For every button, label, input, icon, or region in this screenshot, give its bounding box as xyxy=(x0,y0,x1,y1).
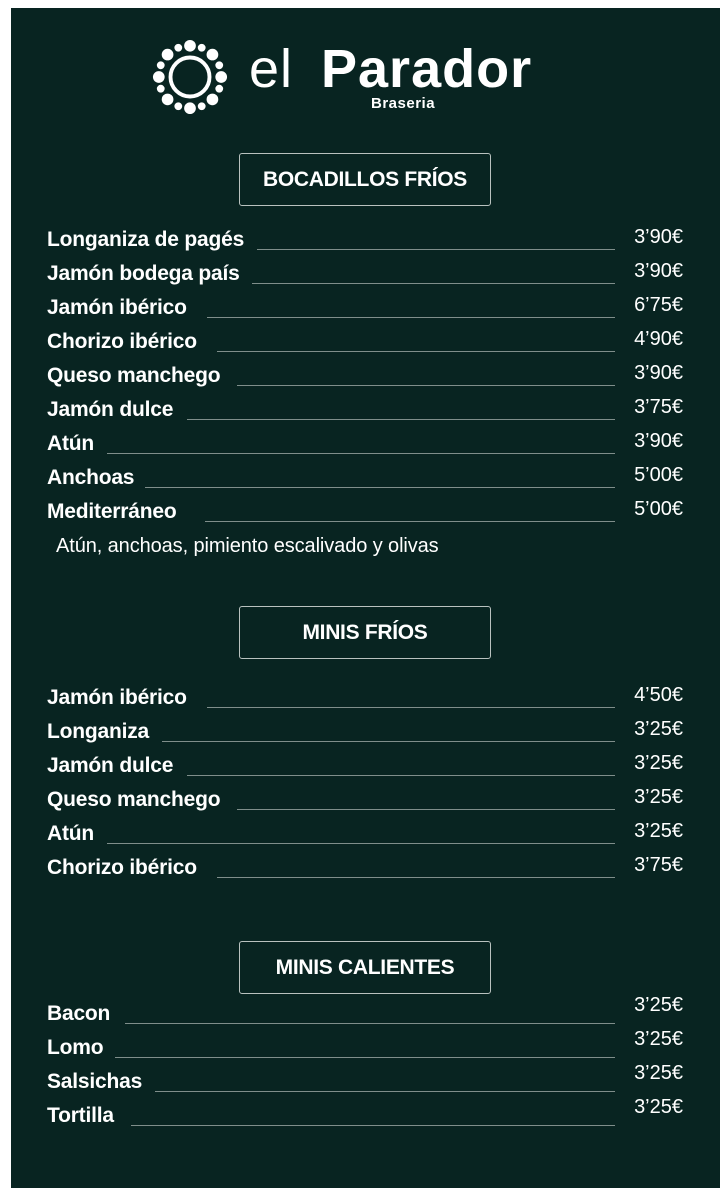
leader-line xyxy=(187,775,615,776)
leader-line xyxy=(217,351,615,352)
menu-item-price: 6’75€ xyxy=(634,294,683,316)
menu-item-price: 3’90€ xyxy=(634,226,683,248)
leader-line xyxy=(162,741,615,742)
leader-line xyxy=(257,249,615,250)
menu-item-name: Salsichas xyxy=(47,1070,143,1093)
menu-item-price: 3’90€ xyxy=(634,362,683,384)
menu-item xyxy=(47,1062,683,1099)
menu-item-price: 3’75€ xyxy=(634,396,683,418)
menu-item xyxy=(47,1096,683,1133)
menu-item xyxy=(47,749,683,783)
section-title-minis-calientes: MINIS CALIENTES xyxy=(239,941,491,994)
leader-line xyxy=(237,809,615,810)
menu-item xyxy=(47,325,683,359)
menu-item-price: 3’25€ xyxy=(634,994,683,1016)
leader-line xyxy=(125,1023,615,1024)
leader-line xyxy=(207,317,615,318)
section-title-bocadillos-frios: BOCADILLOS FRÍOS xyxy=(239,153,491,206)
menu-item-name: Anchoas xyxy=(47,466,135,489)
menu-item xyxy=(47,715,683,749)
menu-item-price: 3’75€ xyxy=(634,854,683,876)
leader-line xyxy=(252,283,615,284)
leader-line xyxy=(131,1125,615,1126)
leader-line xyxy=(205,521,615,522)
leader-line xyxy=(155,1091,615,1092)
menu-item-name: Chorizo ibérico xyxy=(47,856,197,879)
menu-item-price: 5’00€ xyxy=(634,498,683,520)
menu-item xyxy=(47,817,683,851)
leader-line xyxy=(217,877,615,878)
menu-item-price: 3’25€ xyxy=(634,752,683,774)
menu-item xyxy=(47,461,683,495)
menu-item-price: 3’25€ xyxy=(634,718,683,740)
menu-item-name: Queso manchego xyxy=(47,364,221,387)
menu-item-name: Longaniza de pagés xyxy=(47,228,245,251)
menu-item-name: Jamón dulce xyxy=(47,398,174,421)
menu-item-price: 3’25€ xyxy=(634,786,683,808)
menu-item-name: Queso manchego xyxy=(47,788,221,811)
menu-item-name: Mediterráneo xyxy=(47,500,177,523)
menu-item-price: 3’90€ xyxy=(634,260,683,282)
menu-item xyxy=(47,681,683,715)
menu-item xyxy=(47,1028,683,1065)
leader-line xyxy=(107,843,615,844)
menu-item xyxy=(47,851,683,885)
brand-logo xyxy=(11,38,720,128)
menu-item-name: Bacon xyxy=(47,1002,111,1025)
menu-item-price: 4’90€ xyxy=(634,328,683,350)
menu-item-price: 3’25€ xyxy=(634,820,683,842)
menu-item-name: Lomo xyxy=(47,1036,104,1059)
brand-subtitle: Braseria xyxy=(371,95,436,112)
menu-item-name: Jamón ibérico xyxy=(47,296,187,319)
section-title-minis-frios: MINIS FRÍOS xyxy=(239,606,491,659)
leader-line xyxy=(107,453,615,454)
menu-item xyxy=(47,223,683,257)
leader-line xyxy=(145,487,615,488)
menu-item xyxy=(47,783,683,817)
leader-line xyxy=(187,419,615,420)
menu-item xyxy=(47,495,683,529)
leader-line xyxy=(237,385,615,386)
menu-item-name: Atún xyxy=(47,432,95,455)
menu-item-price: 3’25€ xyxy=(634,1062,683,1084)
menu-item-price: 3’25€ xyxy=(634,1028,683,1050)
menu-item-price: 3’90€ xyxy=(634,430,683,452)
menu-item xyxy=(47,257,683,291)
menu-item xyxy=(47,427,683,461)
menu-card xyxy=(11,8,720,1188)
menu-item-name: Jamón bodega país xyxy=(47,262,240,285)
menu-item-name: Tortilla xyxy=(47,1104,114,1127)
menu-item-name: Atún xyxy=(47,822,95,845)
menu-item-price: 4’50€ xyxy=(634,684,683,706)
menu-item xyxy=(47,359,683,393)
brand-name-bold: Parador xyxy=(321,39,533,99)
leader-line xyxy=(207,707,615,708)
leader-line xyxy=(115,1057,615,1058)
menu-item-name: Longaniza xyxy=(47,720,150,743)
menu-item xyxy=(47,994,683,1031)
menu-item-name: Jamón dulce xyxy=(47,754,174,777)
menu-item-name: Jamón ibérico xyxy=(47,686,187,709)
brand-name-light: el xyxy=(249,39,294,99)
menu-item-name: Chorizo ibérico xyxy=(47,330,197,353)
item-description: Atún, anchoas, pimiento escalivado y olivas xyxy=(56,535,439,557)
sun-emblem-icon xyxy=(151,38,229,116)
menu-item-price: 3’25€ xyxy=(634,1096,683,1118)
menu-item xyxy=(47,291,683,325)
menu-item xyxy=(47,393,683,427)
menu-item-price: 5’00€ xyxy=(634,464,683,486)
